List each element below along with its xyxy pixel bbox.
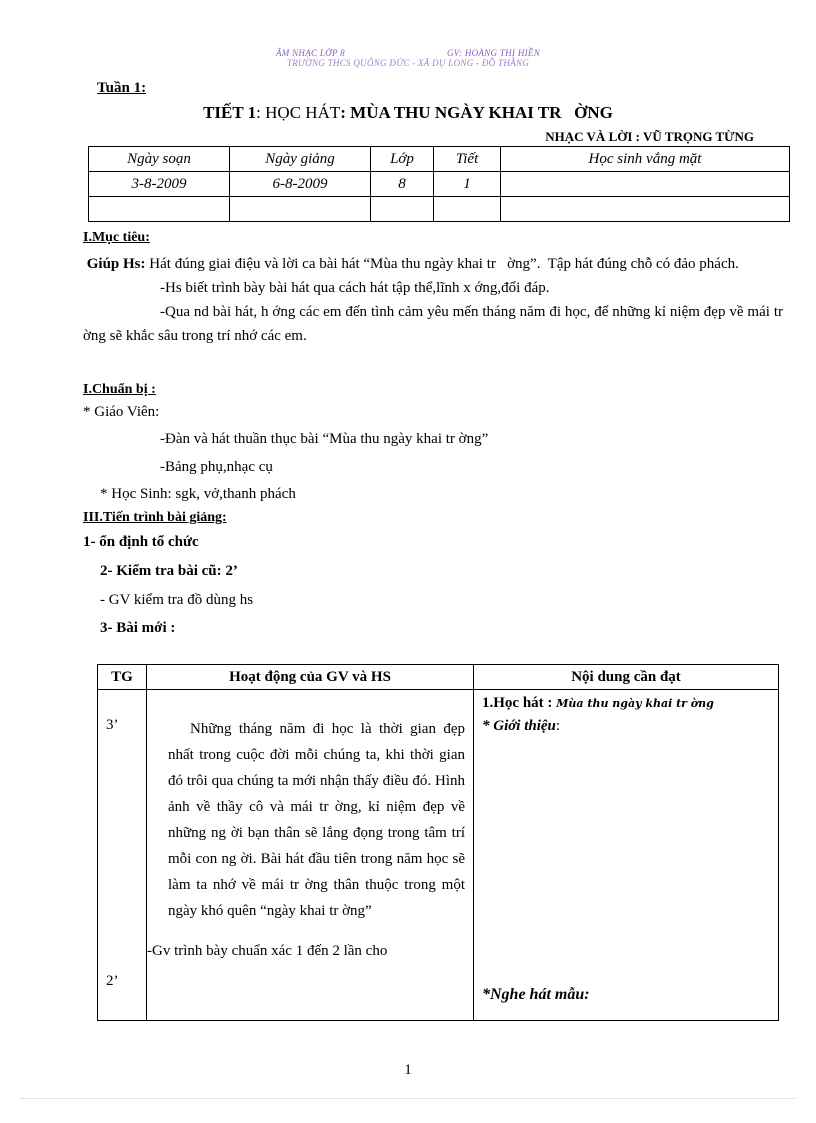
info-table — [88, 146, 790, 222]
info-cell — [501, 172, 790, 197]
prep-teacher: * Giáo Viên: — [83, 404, 160, 420]
info-header-cell: Ngày soạn — [89, 147, 230, 172]
page-number: 1 — [404, 1062, 412, 1078]
objectives-p2: -Hs biết trình bày bài hát qua cách hát tập thể,lĩnh x ớng,đối đáp. — [160, 280, 550, 296]
title-middle: : HỌC HÁT — [256, 103, 341, 122]
time-cell — [98, 690, 147, 1021]
page-header — [0, 48, 816, 68]
content-song: Mùa thu ngày khai tr ờng — [552, 697, 714, 710]
process-step-2-text: - GV kiểm tra đồ dùng hs — [100, 592, 254, 608]
prep-heading: I.Chuẩn bị : — [83, 382, 156, 397]
content-heading — [482, 692, 772, 715]
objectives-lead — [83, 252, 783, 276]
info-empty-row — [89, 197, 790, 222]
week-label: Tuần 1: — [97, 80, 147, 96]
lesson-table — [97, 664, 779, 1021]
content-listen: *Nghe hát mẫu: — [482, 986, 590, 1003]
info-cell: 1 — [434, 172, 501, 197]
prep-student: * Học Sinh: sgk, vở,thanh phách — [100, 486, 296, 502]
info-header-cell: Lớp — [371, 147, 434, 172]
process-section — [83, 508, 783, 642]
process-heading: III.Tiến trình bài giảng: — [83, 510, 227, 525]
header-line-1: ÂM NHẠC LỚP 8 GV: HOÀNG THỊ HIỀN — [275, 48, 541, 58]
info-header-cell: Tiết — [434, 147, 501, 172]
content-intro-label: * Giới thiệu — [482, 718, 556, 734]
header-line-2: TRƯỜNG THCS QUỐNG ĐỨC - XÃ DỤ LONG - ĐỒ THĂNG — [286, 58, 530, 68]
content-intro — [482, 715, 772, 737]
info-cell: 3-8-2009 — [89, 172, 230, 197]
info-cell: 6-8-2009 — [230, 172, 371, 197]
info-cell — [434, 197, 501, 222]
prep-section — [83, 380, 783, 507]
activity-text-2: -Gv trình bày chuẩn xác 1 đến 2 lần cho — [147, 943, 388, 959]
page-break-line — [20, 1098, 796, 1099]
info-cell — [89, 197, 230, 222]
song-author: NHẠC VÀ LỜI : VŨ TRỌNG TỪNG — [545, 129, 754, 144]
time-value: 2’ — [106, 973, 119, 989]
lesson-header-row — [98, 665, 779, 690]
objectives-lead-bold: Giúp Hs: — [86, 256, 146, 272]
process-step-3: 3- Bài mới : — [100, 620, 176, 636]
objectives-section — [83, 228, 783, 348]
info-cell — [230, 197, 371, 222]
title-prefix: TIẾT 1 — [203, 103, 257, 122]
lesson-header-cell: Nội dung cần đạt — [474, 665, 779, 690]
info-cell — [371, 197, 434, 222]
process-step-1: 1- ổn định tổ chức — [83, 534, 199, 550]
lesson-header-cell: Hoạt động của GV và HS — [147, 665, 474, 690]
content-cell — [474, 690, 779, 1021]
info-header-row — [89, 147, 790, 172]
time-value: 3’ — [106, 717, 119, 733]
process-step-2: 2- Kiểm tra bài cũ: 2’ — [100, 563, 238, 579]
lesson-header-cell: TG — [98, 665, 147, 690]
content-title: 1.Học hát : — [482, 695, 553, 711]
info-cell — [501, 197, 790, 222]
objectives-lead-text: Hát đúng giai điệu và lời ca bài hát “Mùa thu ngày khai tr ờng”. Tập hát đúng chỗ có đảo phách. — [145, 256, 739, 272]
lesson-title — [0, 103, 816, 123]
info-header-cell: Ngày giảng — [230, 147, 371, 172]
objectives-p3: -Qua nd bài hát, h ớng các em đến tình cảm yêu mến tháng năm đi học, để những kỉ niệm đẹp về mái tr ờng sẽ khắc sâu trong trí nhớ các em. — [83, 304, 783, 344]
lesson-row — [98, 690, 779, 1021]
prep-teacher-1: -Đàn và hát thuần thục bài “Mùa thu ngày khai tr ờng” — [160, 431, 489, 447]
prep-teacher-2: -Bảng phụ,nhạc cụ — [160, 459, 273, 475]
info-cell: 8 — [371, 172, 434, 197]
info-data-row — [89, 172, 790, 197]
objectives-heading: I.Mục tiêu: — [83, 230, 150, 245]
title-song: : MÙA THU NGÀY KHAI TR ỜNG — [340, 103, 613, 122]
activity-cell — [147, 690, 474, 1021]
info-header-cell: Học sinh vắng mặt — [501, 147, 790, 172]
activity-text-1: Những tháng năm đi học là thời gian đẹp nhất trong cuộc đời mỗi chúng ta, khi thời gian đó trôi qua chúng ta mới nhận thấy điều đó. Hình ảnh về thầy cô và mái tr ờng, kỉ niệm đẹp về những ng ời bạn thân sẽ lắng đọng trong tâm trí mỗi con ng ời. Bài hát đầu tiên trong năm học sẽ làm ta nhớ về mái tr ờng thân thuộc trong một ngày khó quên “ngày khai tr ờng” — [168, 721, 465, 919]
content-intro-colon: : — [555, 718, 561, 734]
